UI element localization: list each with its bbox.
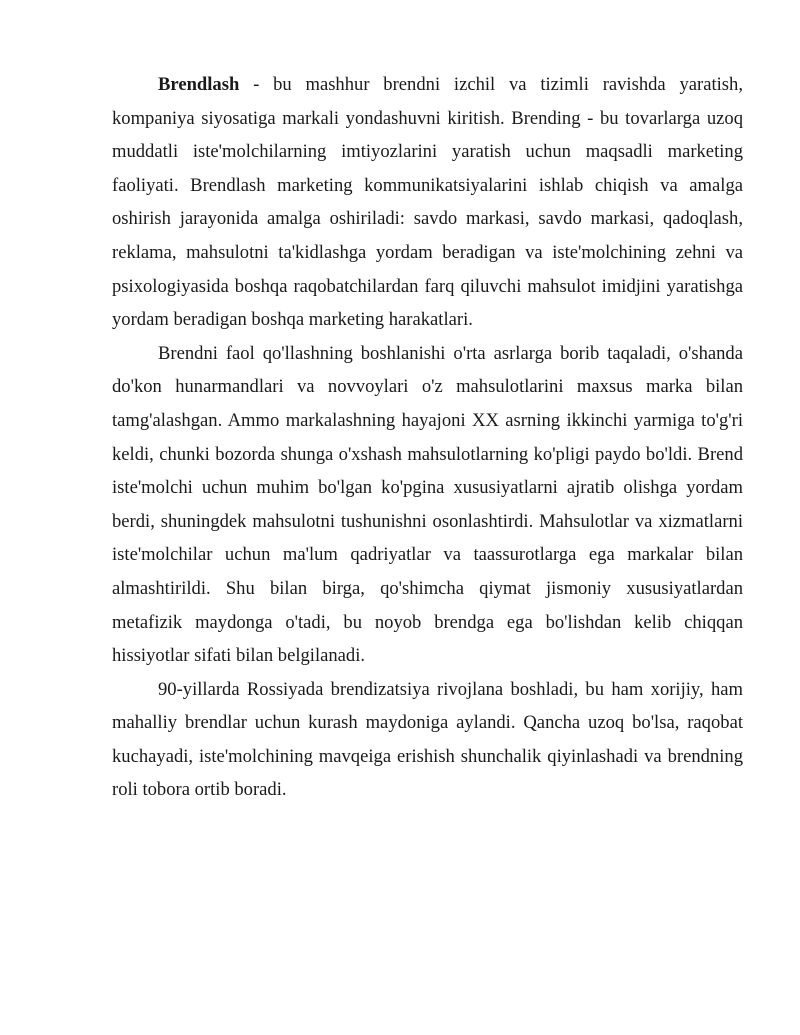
paragraph-brand-history: Brendni faol qo'llashning boshlanishi o'rta asrlarga borib taqaladi, o'shanda do'kon hunarmandlari va novvoylari o'z mahsulotlarini maxsus marka bilan tamg'alashgan. Ammo markalashning hayajoni XX asrning ikkinchi yarmiga to'g'ri keldi, chunki bozorda shunga o'xshash mahsulotlarning ko'pligi paydo bo'ldi. Brend iste'molchi uchun muhim bo'lgan ko'pgina xususiyatlarni ajratib olishga yordam berdi, shuningdek mahsulotni tushunishni osonlashtirdi. Mahsulotlar va xizmatlarni iste'molchilar uchun ma'lum qadriyatlar va taassurotlarga ega markalar bilan almashtirildi. Shu bilan birga, qo'shimcha qiymat jismoniy xususiyatlardan metafizik maydonga o'tadi, bu noyob brendga ega bo'lishdan kelib chiqqan hissiyotlar sifati bilan belgilanadi. [112,342,743,667]
term-brendlash: Brendlash [158,74,240,95]
paragraph-text: - bu mashhur brendni izchil va tizimli ravishda yaratish, kompaniya siyosatiga markali yondashuvni kiritish. Brending - bu tovarlarga uzoq muddatli iste'molchilarning imtiyozlarini yaratish uchun maqsadli marketing faoliyati. Brendlash marketing kommunikatsiyalarini ishlab chiqish va amalga oshirish jarayonida amalga oshiriladi: savdo markasi, savdo markasi, qadoqlash, reklama, mahsulotni ta'kidlashga yordam beradigan va iste'molchining zehni va psixologiyasida boshqa raqobatchilardan farq qiluvchi mahsulot imidjini yaratishga yordam beradigan boshqa marketing harakatlari. [112,74,743,331]
document-page [112,68,743,807]
paragraph-russia-90s: 90-yillarda Rossiyada brendizatsiya rivojlana boshladi, bu ham xorijiy, ham mahalliy brendlar uchun kurash maydoniga aylandi. Qancha uzoq bo'lsa, raqobat kuchayadi, iste'molchining mavqeiga erishish shunchalik qiyinlashadi va brendning roli tobora ortib boradi. [112,678,743,801]
paragraph-branding-definition [112,68,743,337]
